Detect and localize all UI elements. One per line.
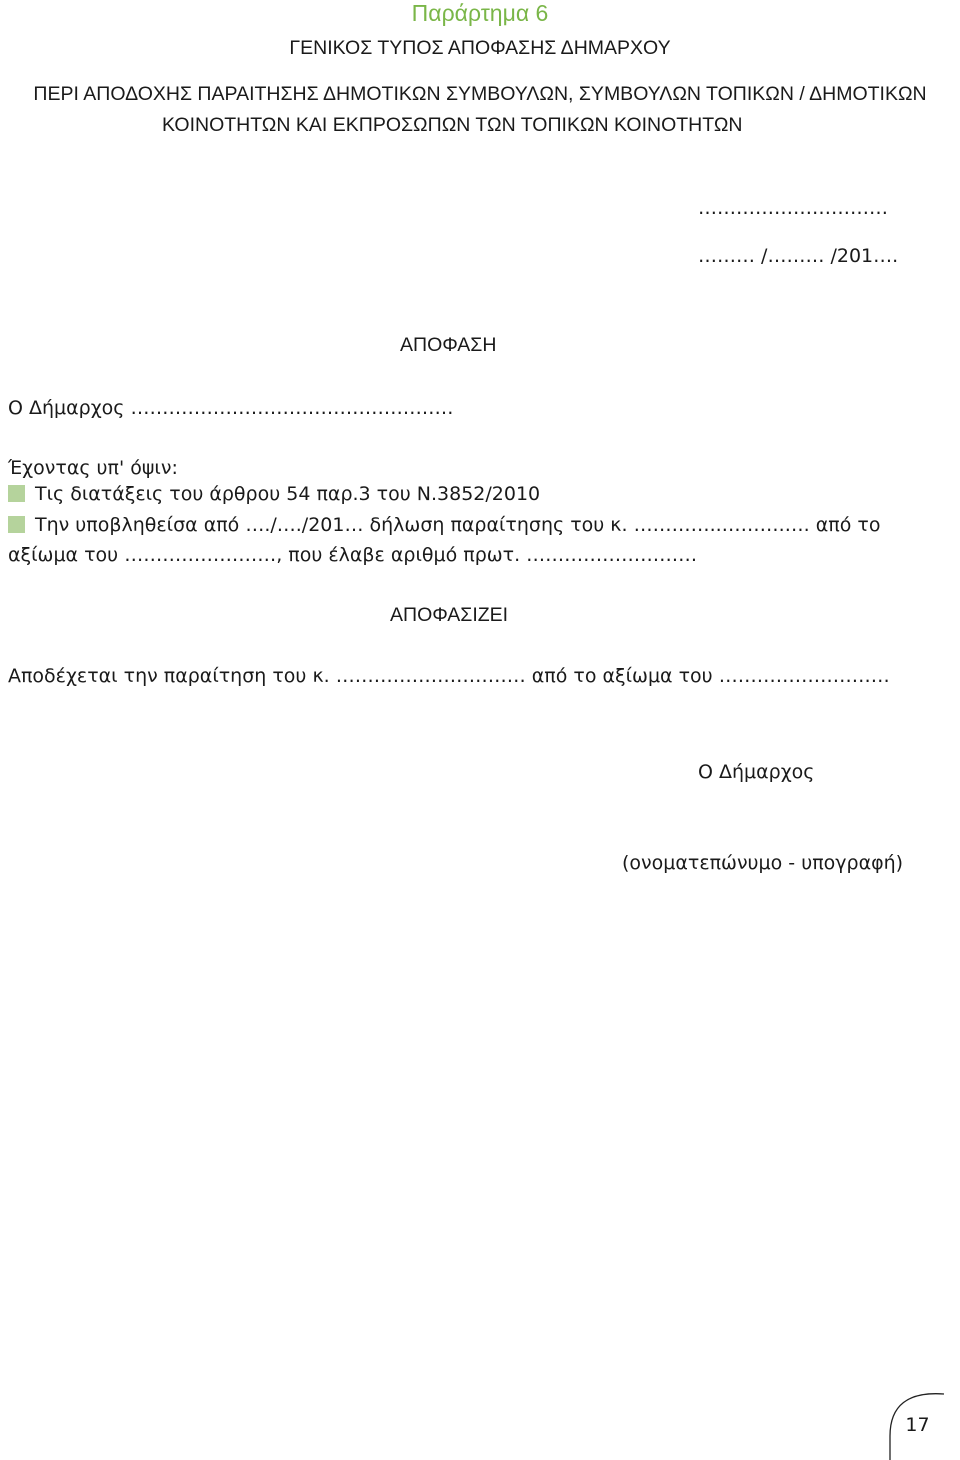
subject-line-1: ΠΕΡΙ ΑΠΟΔΟΧΗΣ ΠΑΡΑΙΤΗΣΗΣ ΔΗΜΟΤΙΚΩΝ ΣΥΜΒΟΥΛΩΝ, ΣΥΜΒΟΥΛΩΝ ΤΟΠΙΚΩΝ / ΔΗΜΟΤΙΚΩΝ — [33, 83, 927, 105]
bullet-item: Τις διατάξεις του άρθρου 54 παρ.3 του Ν.3852/2010 — [35, 483, 541, 505]
bullet-continuation: αξίωμα του ……………………, που έλαβε αριθμό πρωτ. ……………………… — [8, 544, 698, 566]
bullet-square-icon — [8, 516, 25, 533]
signature-hint: (ονοματεπώνυμο - υπογραφή) — [622, 852, 904, 874]
appendix-title: Παράρτημα 6 — [411, 0, 549, 26]
subject-line-2: ΚΟΙΝΟΤΗΤΩΝ ΚΑΙ ΕΚΠΡΟΣΩΠΩΝ ΤΩΝ ΤΟΠΙΚΩΝ ΚΟΙΝΟΤΗΤΩΝ — [162, 114, 743, 136]
date-field: ……… /……… /201…. — [698, 245, 899, 267]
page-number: 17 — [905, 1414, 930, 1436]
decision-heading: ΑΠΟΦΑΣΗ — [400, 334, 497, 356]
mayor-line: Ο Δήμαρχος …………………………………………… — [8, 397, 454, 419]
considering-label: Έχοντας υπ' όψιν: — [8, 457, 178, 479]
place-field: ………………………… — [698, 197, 888, 219]
decides-heading: ΑΠΟΦΑΣΙΖΕΙ — [390, 604, 509, 626]
bullet-item: Την υποβληθείσα από …./…./201… δήλωση παραίτησης του κ. …………..……….…. από το — [35, 514, 881, 536]
decision-text: Αποδέχεται την παραίτηση του κ. ………………………… από το αξίωμα του ……………………… — [8, 665, 890, 687]
bullet-square-icon — [8, 485, 25, 502]
form-title: ΓΕΝΙΚΟΣ ΤΥΠΟΣ ΑΠΟΦΑΣΗΣ ΔΗΜΑΡΧΟΥ — [289, 37, 671, 59]
signature-title: Ο Δήμαρχος — [698, 761, 815, 783]
